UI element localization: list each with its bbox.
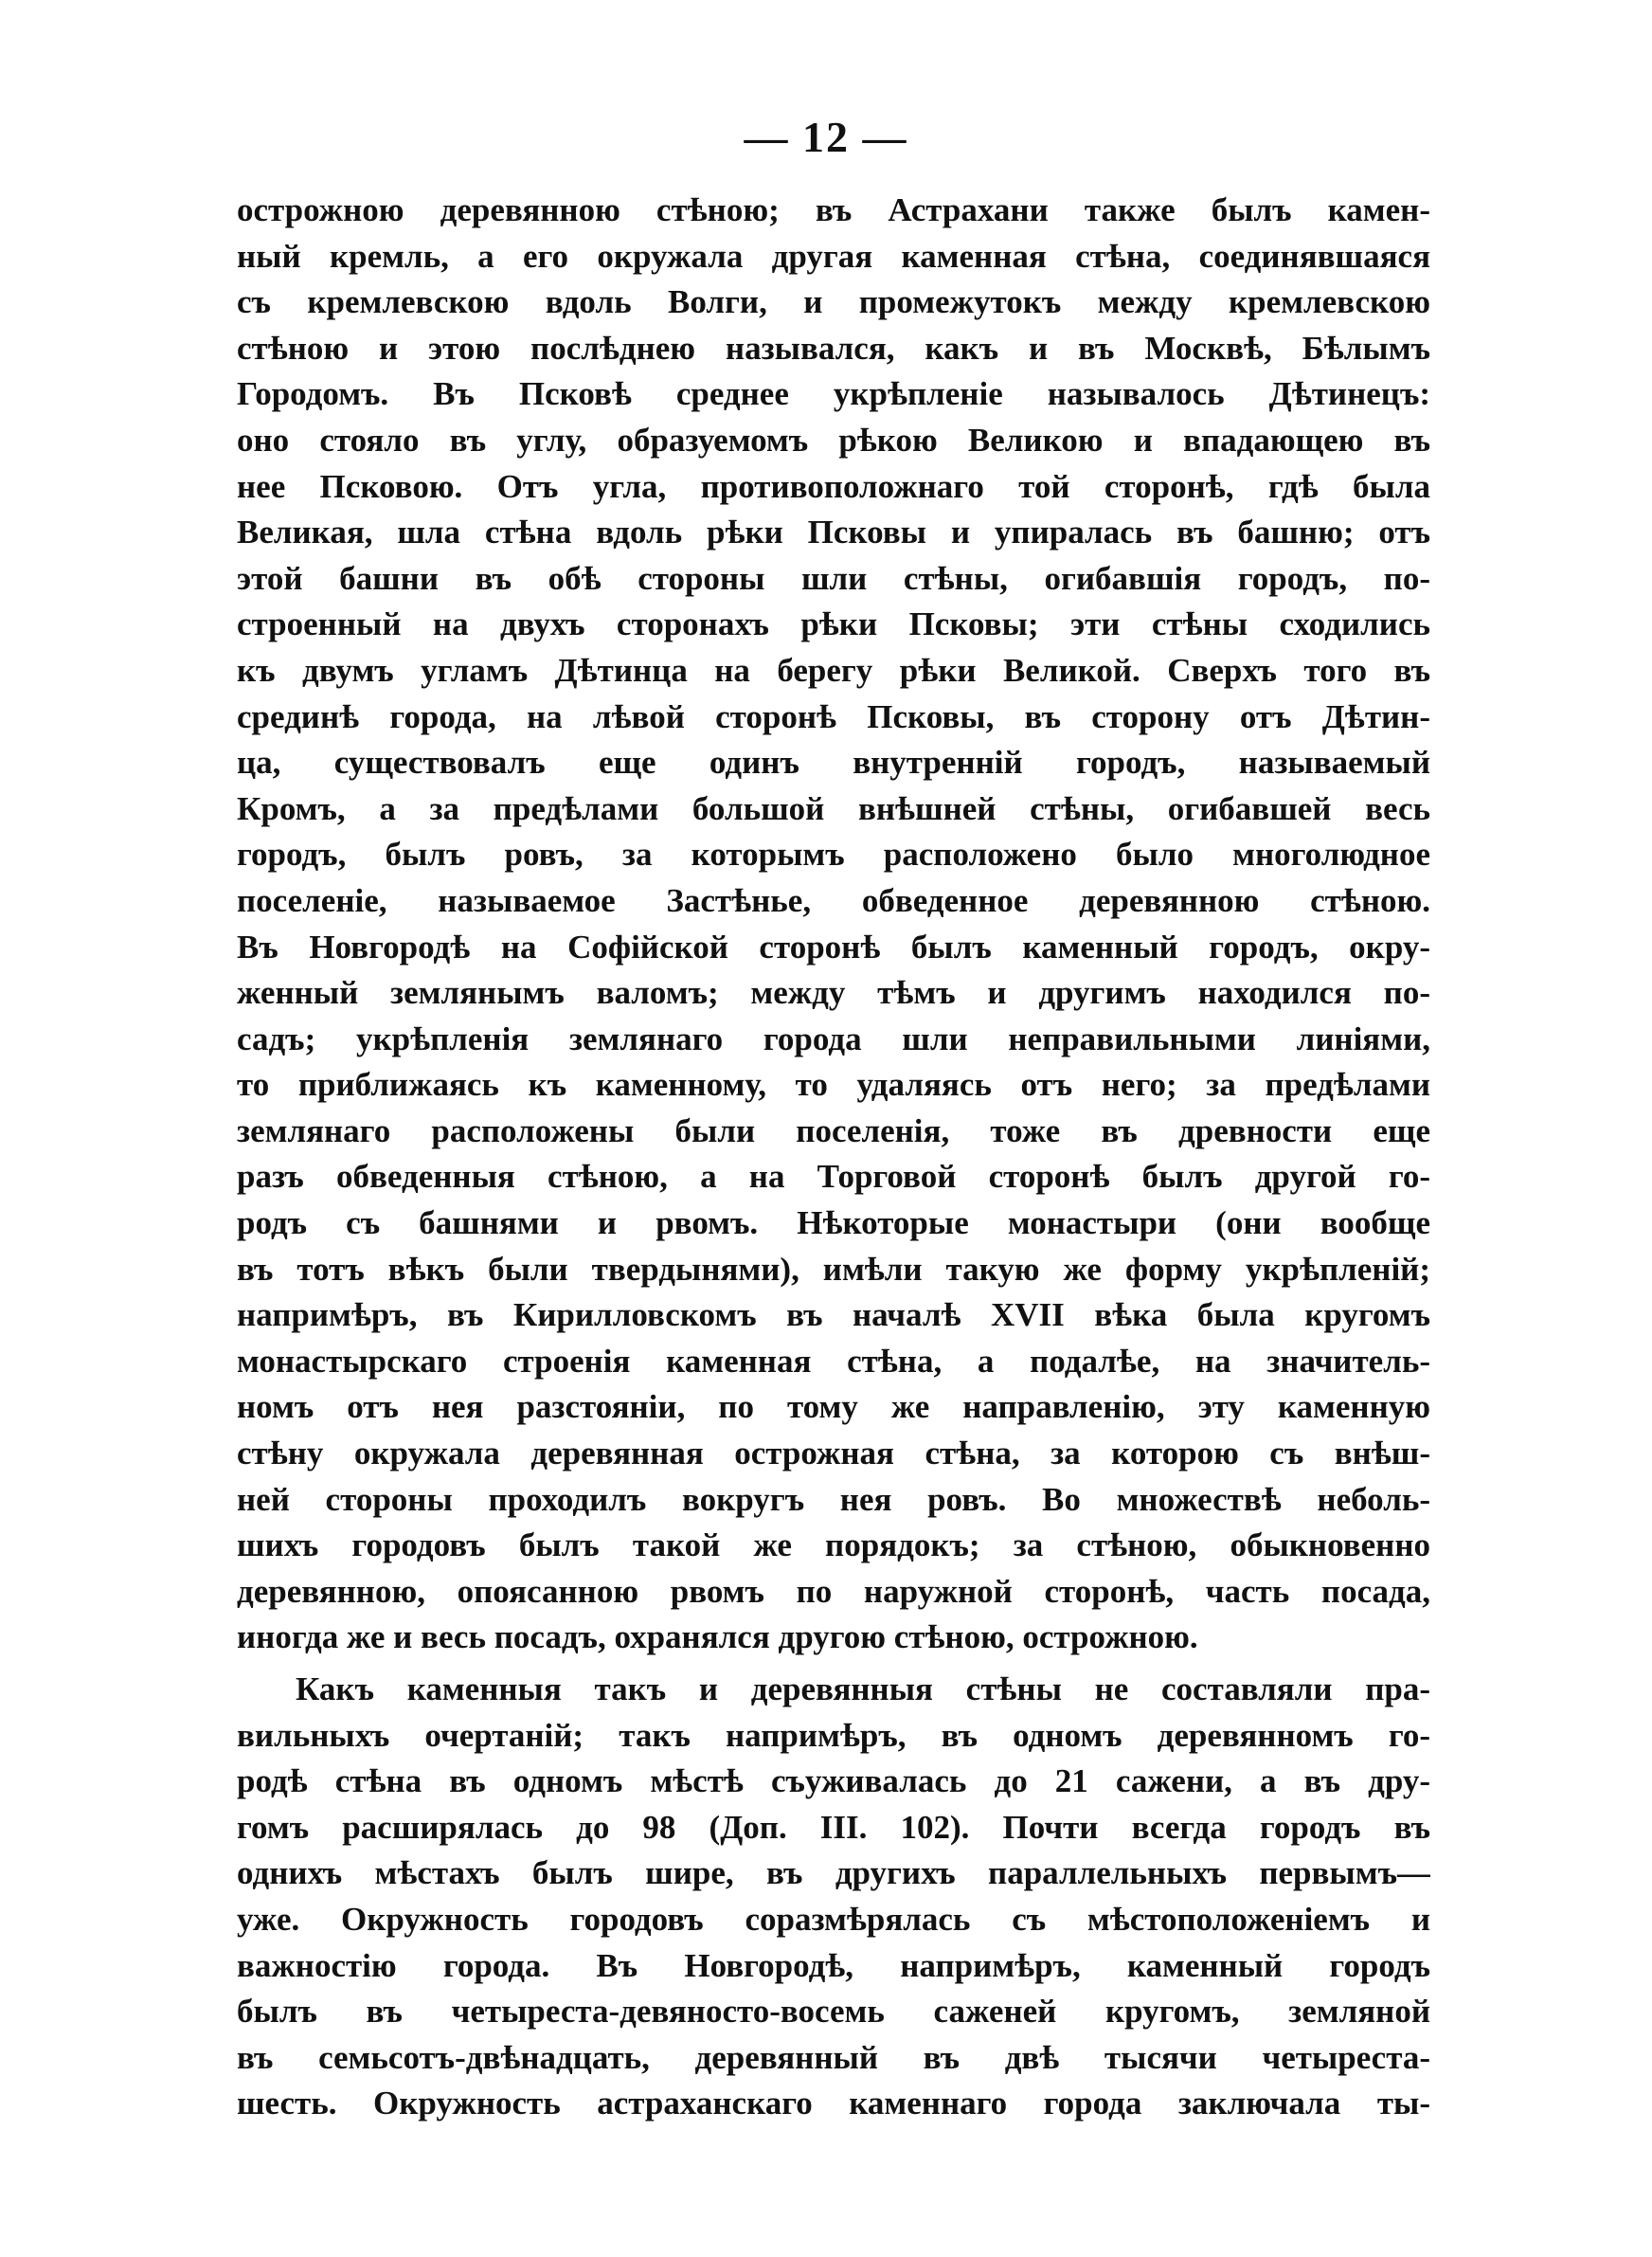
- text-line: Въ Новгородѣ на Софійской сторонѣ былъ каменный городъ, окру-: [237, 928, 1430, 966]
- text-line: деревянною, опоясанною рвомъ по наружной сторонѣ, часть посада,: [237, 1572, 1430, 1610]
- text-line: стѣну окружала деревянная острожная стѣна, за которою съ внѣш-: [237, 1435, 1430, 1472]
- text-line: напримѣръ, въ Кирилловскомъ въ началѣ XVII вѣка была кругомъ: [237, 1296, 1430, 1334]
- text-line: къ двумъ угламъ Дѣтинца на берегу рѣки Великой. Сверхъ того въ: [237, 651, 1430, 689]
- text-line: родѣ стѣна въ одномъ мѣстѣ съуживалась до 21 сажени, а въ дру-: [237, 1762, 1430, 1800]
- text-line: Городомъ. Въ Псковѣ среднее укрѣпленіе называлось Дѣтинецъ:: [237, 375, 1430, 413]
- paragraph: [237, 188, 1430, 1661]
- text-line: родъ съ башнями и рвомъ. Нѣкоторые монастыри (они вообще: [237, 1204, 1430, 1242]
- text-line: этой башни въ обѣ стороны шли стѣны, огибавшія городъ, по-: [237, 559, 1430, 597]
- text-line: монастырскаго строенія каменная стѣна, а подалѣе, на значитель-: [237, 1342, 1430, 1380]
- text-line: шесть. Окружность астраханскаго каменнаго города заключала ты-: [237, 2085, 1430, 2122]
- text-line: городъ, былъ ровъ, за которымъ расположено было многолюдное: [237, 836, 1430, 874]
- text-line: шихъ городовъ былъ такой же порядокъ; за стѣною, обыкновенно: [237, 1526, 1430, 1564]
- text-line: ца, существовалъ еще одинъ внутренній городъ, называемый: [237, 744, 1430, 782]
- text-line: уже. Окружность городовъ соразмѣрялась съ мѣстоположеніемъ и: [237, 1900, 1430, 1938]
- text-line: нее Псковою. Отъ угла, противоположнаго той сторонѣ, гдѣ была: [237, 467, 1430, 505]
- text-line: строенный на двухъ сторонахъ рѣки Псковы; эти стѣны сходились: [237, 605, 1430, 643]
- text-line: острожною деревянною стѣною; въ Астрахани также былъ камен-: [237, 191, 1430, 228]
- text-line: садъ; укрѣпленія землянаго города шли неправильными линіями,: [237, 1020, 1430, 1057]
- text-line: номъ отъ нея разстояніи, по тому же направленію, эту каменную: [237, 1388, 1430, 1426]
- text-line: въ семьсотъ-двѣнадцать, деревянный въ двѣ тысячи четыреста-: [237, 2038, 1430, 2076]
- text-line: Какъ каменныя такъ и деревянныя стѣны не составляли пра-: [296, 1670, 1430, 1707]
- text-line: въ тотъ вѣкъ были твердынями), имѣли такую же форму укрѣпленій;: [237, 1250, 1430, 1288]
- text-line: ный кремль, а его окружала другая каменная стѣна, соединявшаяся: [237, 237, 1430, 275]
- paragraph: [237, 1667, 1430, 2127]
- text-line: однихъ мѣстахъ былъ шире, въ другихъ параллельныхъ первымъ—: [237, 1854, 1430, 1892]
- text-line: то приближаясь къ каменному, то удаляясь отъ него; за предѣлами: [237, 1066, 1430, 1104]
- text-line: съ кремлевскою вдоль Волги, и промежутокъ между кремлевскою: [237, 283, 1430, 321]
- page-number: — 12 —: [744, 113, 908, 161]
- text-line: поселеніе, называемое Застѣнье, обведенное деревянною стѣною.: [237, 881, 1430, 919]
- text-line: оно стояло въ углу, образуемомъ рѣкою Великою и впадающею въ: [237, 421, 1430, 459]
- text-line: иногда же и весь посадъ, охранялся другою стѣною, острожною.: [237, 1618, 1198, 1656]
- text-line: ней стороны проходилъ вокругъ нея ровъ. Во множествѣ неболь-: [237, 1480, 1430, 1518]
- text-line: Великая, шла стѣна вдоль рѣки Псковы и упиралась въ башню; отъ: [237, 514, 1430, 551]
- text-line: былъ въ четыреста-девяносто-восемь саженей кругомъ, земляной: [237, 1993, 1430, 2031]
- text-line: вильныхъ очертаній; такъ напримѣръ, въ одномъ деревянномъ го-: [237, 1716, 1430, 1754]
- text-line: срединѣ города, на лѣвой сторонѣ Псковы, въ сторону отъ Дѣтин-: [237, 697, 1430, 735]
- text-line: гомъ расширялась до 98 (Доп. III. 102). Почти всегда городъ въ: [237, 1808, 1430, 1846]
- text-line: женный землянымъ валомъ; между тѣмъ и другимъ находился по-: [237, 974, 1430, 1012]
- body-text: [237, 188, 1430, 2127]
- text-line: стѣною и этою послѣднею назывался, какъ и въ Москвѣ, Бѣлымъ: [237, 329, 1430, 367]
- text-line: Кромъ, а за предѣлами большой внѣшней стѣны, огибавшей весь: [237, 789, 1430, 827]
- text-line: важностію города. Въ Новгородѣ, напримѣръ, каменный городъ: [237, 1946, 1430, 1984]
- text-line: землянаго расположены были поселенія, тоже въ древности еще: [237, 1111, 1430, 1149]
- text-line: разъ обведенныя стѣною, а на Торговой сторонѣ былъ другой го-: [237, 1158, 1430, 1196]
